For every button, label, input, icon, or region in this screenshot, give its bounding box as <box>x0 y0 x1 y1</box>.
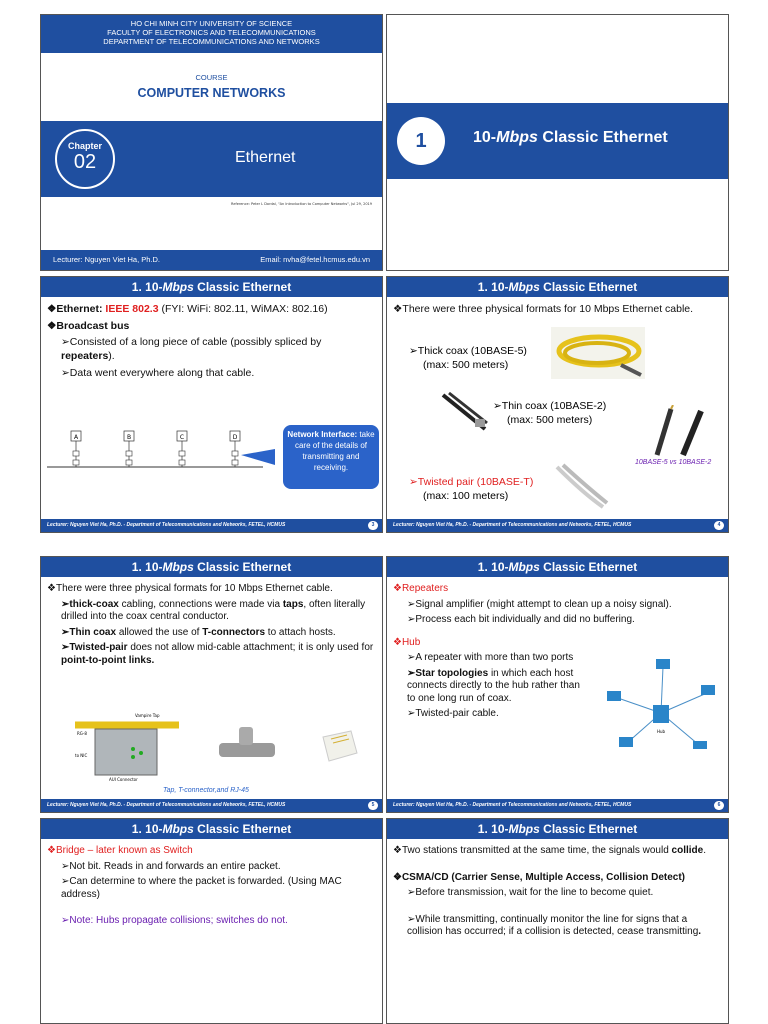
header-post: Classic Ethernet <box>539 822 638 836</box>
twisted-pair-image <box>553 463 611 511</box>
page-number: 4 <box>714 521 724 530</box>
slide-4 <box>386 276 729 533</box>
header-num: 1. <box>131 280 142 294</box>
header-em: Mbps <box>162 280 194 294</box>
slide-header <box>387 277 728 297</box>
csma-cd-heading: ❖CSMA/CD (Carrier Sense, Multiple Access, Collision Detect) <box>393 871 685 883</box>
slide-header <box>41 819 382 839</box>
collision-intro <box>393 845 722 858</box>
thick-coax-mid: cabling, connections were made via <box>118 598 283 610</box>
thin-coax-item <box>493 399 606 427</box>
callout-pointer <box>241 449 275 465</box>
header-em: Mbps <box>508 280 540 294</box>
thick-coax-label: ➢Thick coax (10BASE-5) <box>409 345 527 357</box>
header-em: Mbps <box>162 822 194 836</box>
broadcast-bus: ❖Broadcast bus <box>47 319 130 332</box>
header-em: Mbps <box>508 822 540 836</box>
header-pre: 10- <box>491 560 509 574</box>
slide-header <box>387 819 728 839</box>
coax-compare-caption: 10BASE-5 vs 10BASE-2 <box>635 459 712 466</box>
thick-coax-note <box>47 599 376 624</box>
chapter-badge <box>55 129 115 189</box>
thin-coax-note <box>47 627 376 640</box>
formats-intro: ❖There were three physical formats for 10 Mbps Ethernet cable. <box>47 583 333 594</box>
callout-bold: Network Interface: <box>287 430 358 439</box>
slide-header <box>387 557 728 577</box>
hub-switch-note: ➢Note: Hubs propagate collisions; switches do not. <box>61 915 288 926</box>
thin-coax-post: to attach hosts. <box>265 626 336 638</box>
header-post: Classic Ethernet <box>539 560 638 574</box>
twisted-pair-max: (max: 100 meters) <box>423 490 509 502</box>
bus-node-c <box>177 431 187 467</box>
fyi-text: (FYI: WiFi: 802.11, WiMAX: 802.16) <box>158 303 328 315</box>
collision-intro-post: . <box>703 845 707 856</box>
header-num: 1. <box>477 822 488 836</box>
ieee-label: IEEE 802.3 <box>105 303 159 315</box>
network-interface-callout <box>283 425 379 489</box>
section-title-pre: 10- <box>473 129 497 146</box>
thin-coax-max: (max: 500 meters) <box>507 414 593 426</box>
repeater-point-2: ➢Process each bit individually and did no buffering. <box>407 614 635 625</box>
slide-title <box>40 14 383 271</box>
thick-coax-term: ➢thick-coax <box>61 598 119 610</box>
t-connector-term: T-connectors <box>202 626 266 638</box>
csma-point-2-text: ➢While transmitting, continually monitor the line for signs that a collision has occurred; if a collision is detected, cease transmitting <box>407 913 699 937</box>
page-number: 6 <box>714 801 724 810</box>
repeaters-word: repeaters <box>61 349 109 362</box>
bus-desc <box>47 336 376 363</box>
slide-header <box>41 277 382 297</box>
header-post: Classic Ethernet <box>193 560 292 574</box>
thick-coax-max: (max: 500 meters) <box>423 359 509 371</box>
bridge-point-1: ➢Not bit. Reads in and forwards an entire packet. <box>61 860 281 872</box>
rj45-image <box>317 727 361 767</box>
rg8-label: RG-8 <box>77 731 87 736</box>
repeaters-heading: ❖Repeaters <box>393 583 449 594</box>
header-em: Mbps <box>508 560 540 574</box>
hub-point-2 <box>393 668 583 706</box>
header-post: Classic Ethernet <box>193 280 292 294</box>
title-footer <box>41 250 382 270</box>
twisted-pair-item <box>409 475 533 503</box>
header-post: Classic Ethernet <box>193 822 292 836</box>
header-post: Classic Ethernet <box>539 280 638 294</box>
star-topology-text: in which each host connects directly to the hub rather than to one long run of coax. <box>407 667 580 704</box>
university-name: HO CHI MINH CITY UNIVERSITY OF SCIENCE <box>130 19 293 28</box>
node-label-c: C <box>179 434 185 441</box>
section-band <box>387 103 728 179</box>
chapter-title: Ethernet <box>235 149 296 166</box>
thin-coax-image <box>439 389 491 433</box>
bridge-point-2: ➢Can determine to where the packet is forwarded. (Using MAC address) <box>61 876 342 900</box>
bus-diagram <box>47 425 277 485</box>
taps-term: taps <box>282 598 304 610</box>
bus-desc-pre: ➢Consisted of a long piece of cable (possibly spliced by <box>61 336 322 349</box>
bus-node-a <box>71 431 81 467</box>
connectors-caption: Tap, T-connector,and RJ-45 <box>163 787 249 794</box>
chapter-band <box>41 121 382 197</box>
header-num: 1. <box>477 280 488 294</box>
vampire-tap-label: Vampire Tap <box>135 713 160 718</box>
section-title-post: Classic Ethernet <box>537 129 668 146</box>
hub-diagram <box>603 657 719 757</box>
node-label-a: A <box>73 434 79 441</box>
csma-point-2 <box>393 914 722 939</box>
star-topology-term: ➢Star topologies <box>407 667 489 679</box>
bridge-heading: ❖Bridge – later known as Switch <box>47 845 193 856</box>
hub-point-3: ➢Twisted-pair cable. <box>407 708 499 719</box>
header-pre: 10- <box>491 822 509 836</box>
chapter-label: Chapter <box>67 141 102 151</box>
t-connector-image <box>215 727 279 769</box>
csma-point-1: ➢Before transmission, wait for the line to become quiet. <box>407 887 654 898</box>
header-pre: 10- <box>145 822 163 836</box>
slide-7 <box>40 818 383 1024</box>
header-em: Mbps <box>162 560 194 574</box>
department-name: DEPARTMENT OF TELECOMMUNICATIONS AND NETWORKS <box>103 37 320 46</box>
lecturer-email: Email: nvha@fetel.hcmus.edu.vn <box>260 255 370 264</box>
node-label-b: B <box>126 434 132 441</box>
node-label-d: D <box>232 434 238 441</box>
aui-label: AUI Connector <box>109 777 138 782</box>
faculty-name: FACULTY OF ELECTRONICS AND TELECOMMUNICATIONS <box>107 28 316 37</box>
chapter-number: 02 <box>73 151 97 173</box>
twisted-pair-term: ➢Twisted-pair <box>61 642 128 653</box>
slide-footer <box>387 799 728 812</box>
header-pre: 10- <box>491 280 509 294</box>
slide-footer <box>41 519 382 532</box>
slide-footer <box>387 519 728 532</box>
p2p-term: point-to-point links. <box>61 654 155 666</box>
slide-section <box>386 14 729 271</box>
reference-note: Reference: Peter L Dordal, "An Introduction to Computer Networks", Jul 29, 2019 <box>231 202 372 206</box>
formats-intro: ❖There were three physical formats for 10 Mbps Ethernet cable. <box>393 303 694 315</box>
page-number: 5 <box>368 801 378 810</box>
thick-coax-item <box>409 344 527 372</box>
bus-desc-post: ). <box>108 349 115 362</box>
thin-coax-term: ➢Thin coax <box>61 626 117 638</box>
footer-text: Lecturer: Nguyen Viet Ha, Ph.D. - Department of Telecommunications and Networks, FETEL, HCMUS <box>393 522 632 528</box>
footer-text: Lecturer: Nguyen Viet Ha, Ph.D. - Department of Telecommunications and Networks, FETEL, HCMUS <box>47 802 286 808</box>
section-title <box>473 129 668 147</box>
twisted-pair-note <box>47 642 376 667</box>
slide-footer <box>41 799 382 812</box>
course-name: COMPUTER NETWORKS <box>137 86 286 100</box>
ethernet-line <box>47 303 376 317</box>
slide-5 <box>40 556 383 813</box>
to-nic-label: to NIC <box>75 753 88 758</box>
thick-coax-post: , often literally drilled into the coax central conductor. <box>61 598 366 622</box>
footer-text: Lecturer: Nguyen Viet Ha, Ph.D. - Department of Telecommunications and Networks, FETEL, HCMUS <box>393 802 632 808</box>
slide-8 <box>386 818 729 1024</box>
data-everywhere: ➢Data went everywhere along that cable. <box>61 366 255 379</box>
thin-coax-mid: allowed the use of <box>116 626 203 638</box>
footer-text: Lecturer: Nguyen Viet Ha, Ph.D. - Department of Telecommunications and Networks, FETEL, HCMUS <box>47 522 286 528</box>
csma-point-2-end: . <box>698 926 702 937</box>
slide-3 <box>40 276 383 533</box>
bus-node-d <box>230 431 240 467</box>
repeater-point-1: ➢Signal amplifier (might attempt to clean up a noisy signal). <box>407 598 672 610</box>
vampire-tap-image <box>75 713 179 783</box>
bus-node-b <box>124 431 134 467</box>
slide-6 <box>386 556 729 813</box>
hub-box <box>653 705 669 723</box>
section-title-em: Mbps <box>496 129 538 146</box>
ethernet-label: ❖Ethernet: <box>47 303 106 315</box>
collide-term: collide <box>671 845 704 856</box>
slide-header <box>41 557 382 577</box>
twisted-pair-mid: does not allow mid-cable attachment; it is only used for <box>127 642 374 653</box>
header-num: 1. <box>477 560 488 574</box>
section-number: 1 <box>397 117 445 165</box>
header-num: 1. <box>131 822 142 836</box>
hub-box-label: Hub <box>656 729 666 734</box>
coax-compare-image <box>643 405 713 457</box>
course-label: COURSE <box>195 73 228 82</box>
lecturer-name: Lecturer: Nguyen Viet Ha, Ph.D. <box>53 255 160 264</box>
callout-text: take care of the details of transmitting and receiving. <box>294 430 375 472</box>
hub-heading: ❖Hub <box>393 636 421 648</box>
header-num: 1. <box>131 560 142 574</box>
hub-point-1: ➢A repeater with more than two ports <box>407 652 574 663</box>
page-number: 3 <box>368 521 378 530</box>
collision-intro-pre: ❖Two stations transmitted at the same time, the signals would <box>393 845 672 856</box>
header-pre: 10- <box>145 280 163 294</box>
header-pre: 10- <box>145 560 163 574</box>
thin-coax-label: ➢Thin coax (10BASE-2) <box>493 400 607 412</box>
twisted-pair-label: ➢Twisted pair (10BASE-T) <box>409 476 534 488</box>
thick-coax-image <box>551 327 645 379</box>
title-header-band <box>41 15 382 53</box>
